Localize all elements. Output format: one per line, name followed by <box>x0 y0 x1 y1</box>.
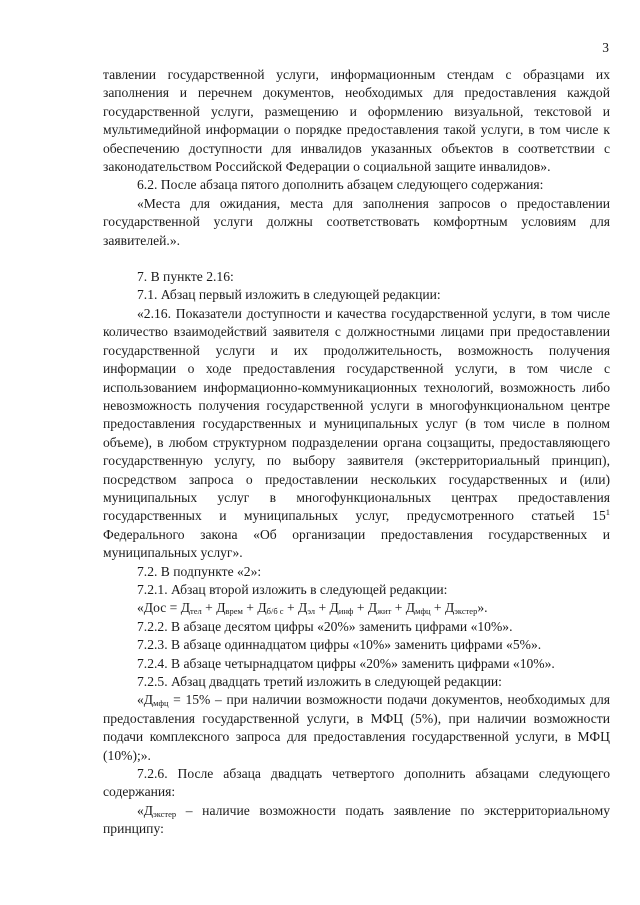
paragraph-text: «2.16. Показатели доступности и качества государственной услуги, в том числе количество взаимодействий заявителя с должностными лицами при предоставлении государственной услуги и их продолжительность, возможность получения информации о ходе предоставления государственной услуги, в том числе с использованием информационно-коммуникационных технологий, возможность либо невозможность получения государственной услуги в многофункциональном центре предоставления государственных и муниципальных услуг (в том числе в полном объеме), в любом структурном подразделении органа соцзащиты, предоставляющего государственную услугу, по выбору заявителя (экстерриториальный принцип), посредством запроса о предоставлении нескольких государственных и (или) муниципальных услуг в многофункциональных центрах предоставления государственных и муниципальных услуг, предусмотренного статьей 15 <box>103 305 610 524</box>
formula-paragraph <box>103 599 610 617</box>
formula-term: Д <box>329 600 339 616</box>
paragraph-text-tail: Федерального закона «Об организации предоставления государственных и муниципальных услуг». <box>103 526 610 561</box>
lead-text: «Д <box>137 802 154 818</box>
formula-operator: + <box>353 600 368 616</box>
paragraph: «Места для ожидания, места для заполнения запросов о предоставлении государственной услуги должны соответствовать комфортным условиям для заявителей.». <box>103 195 610 248</box>
paragraph-text: – наличие возможности подать заявление по экстерриториальному принципу: <box>103 802 610 837</box>
paragraph <box>103 691 610 765</box>
formula-subscript: эл <box>307 606 316 617</box>
paragraph: 7.2.1. Абзац второй изложить в следующей редакции: <box>137 581 448 597</box>
formula-operator: + <box>430 600 445 616</box>
formula-trail: ». <box>477 600 488 616</box>
lead-text: «Д <box>137 692 154 708</box>
formula-operator: + <box>391 600 406 616</box>
document-body <box>103 66 610 839</box>
formula-subscript: б/б с <box>266 606 284 617</box>
paragraph: 7.2.3. В абзаце одиннадцатом цифры «10%» заменить цифрами «5%». <box>137 637 542 653</box>
paragraph: 6.2. После абзаца пятого дополнить абзацем следующего содержания: <box>137 177 544 193</box>
paragraph: 7.2.2. В абзаце десятом цифры «20%» заменить цифрами «10%». <box>137 618 513 634</box>
formula-operator: + <box>201 600 217 616</box>
formula-term: Д <box>257 600 267 616</box>
formula-subscript: врем <box>225 606 243 617</box>
formula-term: Д <box>216 600 226 616</box>
formula-operator: + <box>242 600 258 616</box>
paragraph: 7.2. В подпункте «2»: <box>137 563 262 579</box>
paragraph: 7. В пункте 2.16: <box>137 269 234 285</box>
subscript: мфц <box>153 698 169 709</box>
formula-term: Д <box>444 600 455 616</box>
paragraph: тавлении государственной услуги, информационным стендам с образцами их заполнения и перечнем документов, необходимых для предоставления каждой государственной услуги, размещению и оформлению визуальной, текстовой и мультимедийной информации о порядке предоставления такой услуги, в том числе к обеспечению доступности для инвалидов указанных объектов в соответствии с законодательством Российской Федерации о социальной защите инвалидов». <box>103 67 610 175</box>
paragraph: 7.1. Абзац первый изложить в следующей редакции: <box>137 287 441 303</box>
paragraph-gap <box>103 250 610 268</box>
formula-subscript: мфц <box>415 606 431 617</box>
formula-subscript: жит <box>377 606 392 617</box>
formula-operator: + <box>315 600 330 616</box>
paragraph: 7.2.4. В абзаце четырнадцатом цифры «20%» заменить цифрами «10%». <box>137 655 555 671</box>
subscript: экстер <box>153 808 177 819</box>
formula-subscript: инф <box>338 606 354 617</box>
formula-operator: + <box>283 600 299 616</box>
superscript: 1 <box>605 507 610 518</box>
formula-lead: «Дос = <box>137 600 181 616</box>
paragraph: 7.2.6. После абзаца двадцать четвертого дополнить абзацами следующего содержания: <box>103 766 610 800</box>
paragraph <box>103 802 610 839</box>
paragraph: 7.2.5. Абзац двадцать третий изложить в следующей редакции: <box>137 674 502 689</box>
formula-subscript: экстер <box>454 606 478 617</box>
formula-term: Д <box>298 600 308 616</box>
formula-subscript: тел <box>189 606 202 617</box>
paragraph-text: = 15% – при наличии возможности подачи документов, необходимых для предоставления государственной услуги, в МФЦ (5%), при наличии возможности подачи комплексного запроса для предоставления государственной услуги, в МФЦ (10%);». <box>103 692 610 763</box>
formula-term: Д <box>405 600 416 616</box>
formula-term: Д <box>180 600 190 616</box>
formula-term: Д <box>367 600 378 616</box>
page-number: 3 <box>602 40 609 55</box>
paragraph <box>103 305 610 563</box>
